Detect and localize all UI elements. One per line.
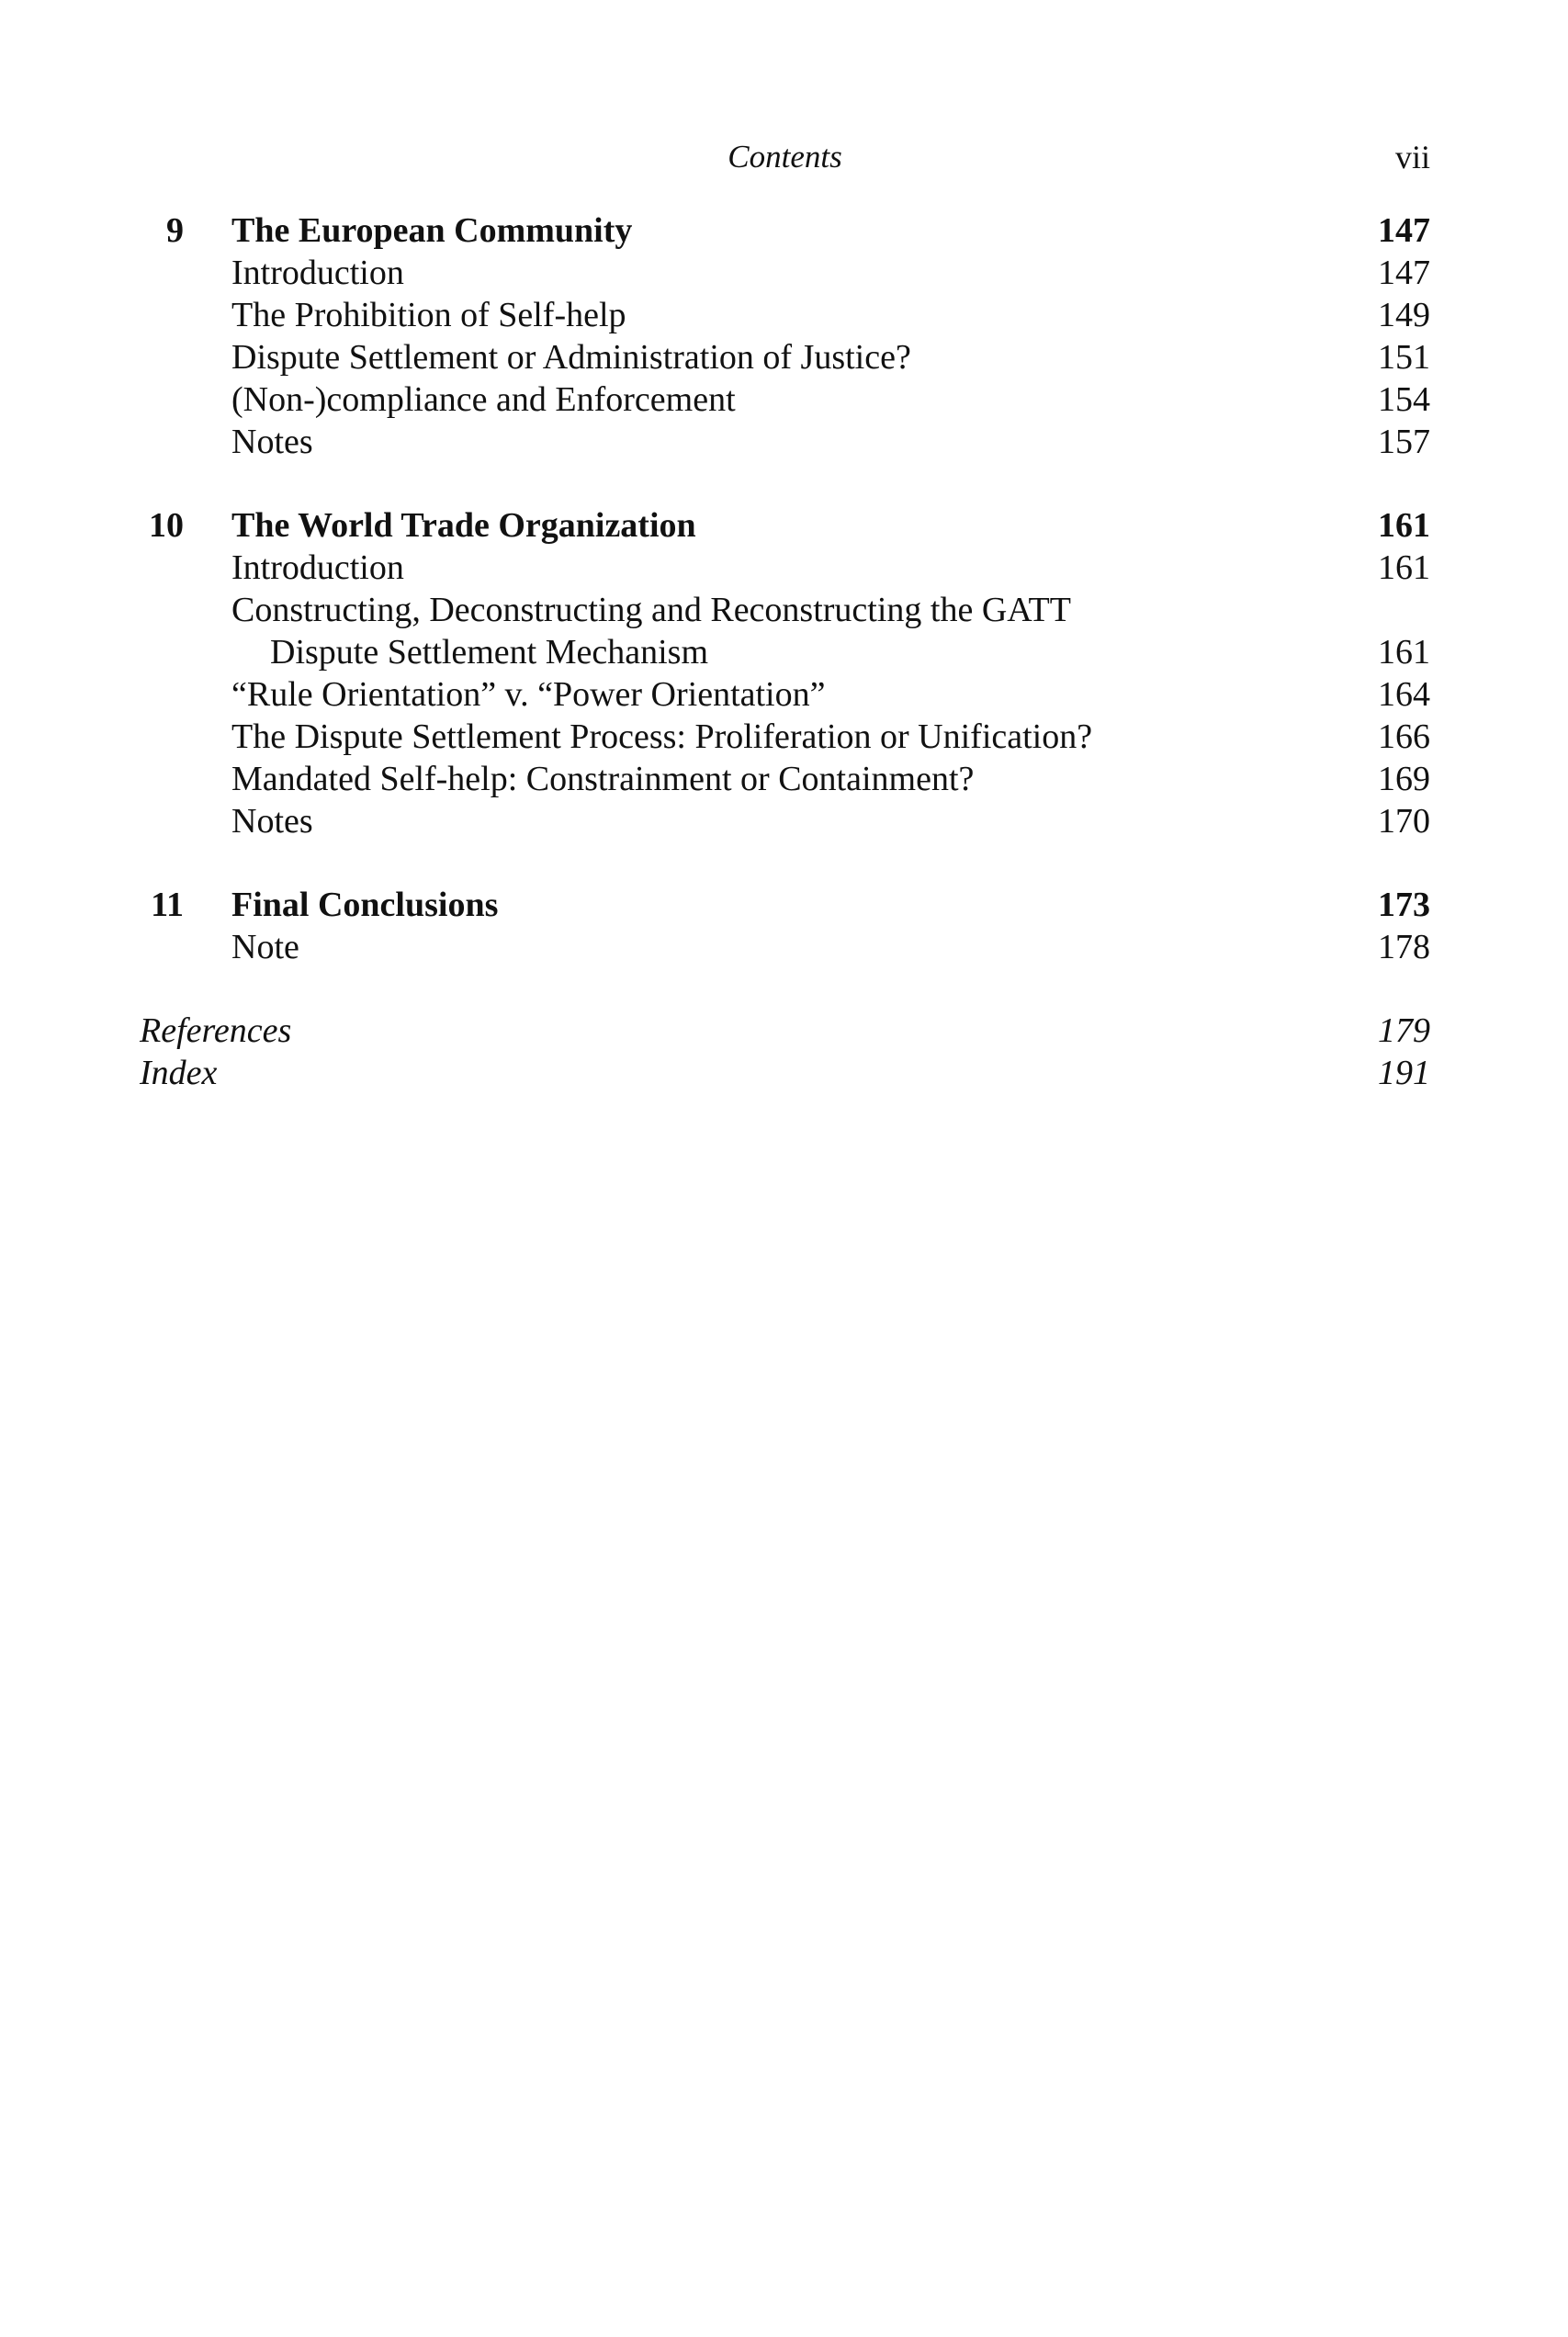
- entry-page: 157: [1378, 423, 1430, 461]
- chapter-9: [140, 209, 1430, 463]
- toc-entry[interactable]: [140, 421, 1430, 463]
- chapter-page: 147: [1378, 211, 1430, 250]
- toc-entry-continuation[interactable]: [140, 631, 1430, 673]
- entry-page: 161: [1378, 633, 1430, 672]
- toc-entry[interactable]: [140, 673, 1430, 716]
- entry-page: 191: [1378, 1054, 1430, 1092]
- toc-entry[interactable]: [140, 294, 1430, 336]
- toc-entry[interactable]: [140, 252, 1430, 294]
- entry-page: 147: [1378, 254, 1430, 292]
- end-matter-entry-index[interactable]: [140, 1052, 1430, 1094]
- chapter-title: The World Trade Organization: [231, 506, 696, 545]
- entry-page: 154: [1378, 380, 1430, 419]
- entry-title: Notes: [231, 802, 313, 841]
- entry-title: Mandated Self-help: Constrainment or Containment?: [231, 760, 975, 798]
- table-of-contents: [140, 209, 1430, 1094]
- chapter-heading[interactable]: [140, 504, 1430, 547]
- entry-title: Notes: [231, 423, 313, 461]
- entry-page: 170: [1378, 802, 1430, 841]
- entry-title: The Prohibition of Self-help: [231, 296, 626, 334]
- entry-page: 164: [1378, 675, 1430, 714]
- toc-entry[interactable]: [140, 800, 1430, 842]
- entry-title: The Dispute Settlement Process: Proliferation or Unification?: [231, 717, 1093, 756]
- entry-title: Introduction: [231, 548, 404, 587]
- entry-page: 161: [1378, 548, 1430, 587]
- chapter-title: The European Community: [231, 211, 633, 250]
- chapter-title: Final Conclusions: [231, 886, 499, 924]
- entry-title: Constructing, Deconstructing and Reconstructing the GATT: [231, 591, 1071, 629]
- toc-entry[interactable]: [140, 926, 1430, 968]
- running-head-title: Contents: [728, 139, 842, 175]
- entry-page: 179: [1378, 1011, 1430, 1050]
- chapter-number: 11: [151, 886, 184, 924]
- toc-entry[interactable]: [140, 716, 1430, 758]
- toc-entry[interactable]: [140, 378, 1430, 421]
- entry-title: Index: [140, 1054, 218, 1092]
- chapter-10: [140, 504, 1430, 842]
- entry-title: References: [140, 1011, 292, 1050]
- entry-title: Dispute Settlement or Administration of Justice?: [231, 338, 911, 377]
- chapter-number: 9: [166, 211, 184, 250]
- toc-entry[interactable]: [140, 547, 1430, 589]
- chapter-heading[interactable]: [140, 884, 1430, 926]
- entry-title: “Rule Orientation” v. “Power Orientation”: [231, 675, 826, 714]
- toc-entry[interactable]: [140, 589, 1430, 631]
- entry-title: (Non-)compliance and Enforcement: [231, 380, 736, 419]
- toc-entry[interactable]: [140, 758, 1430, 800]
- entry-page: 151: [1378, 338, 1430, 377]
- entry-title-continuation: Dispute Settlement Mechanism: [270, 633, 709, 672]
- entry-page: 178: [1378, 928, 1430, 966]
- page-number: vii: [1394, 139, 1430, 175]
- end-matter: [140, 1010, 1430, 1094]
- end-matter-entry-references[interactable]: [140, 1010, 1430, 1052]
- entry-page: 149: [1378, 296, 1430, 334]
- chapter-number: 10: [149, 506, 184, 545]
- entry-title: Note: [231, 928, 299, 966]
- running-head: [140, 134, 1430, 180]
- entry-title: Introduction: [231, 254, 404, 292]
- toc-entry[interactable]: [140, 336, 1430, 378]
- chapter-page: 161: [1378, 506, 1430, 545]
- chapter-11: [140, 884, 1430, 968]
- entry-page: 169: [1378, 760, 1430, 798]
- chapter-page: 173: [1378, 886, 1430, 924]
- entry-page: 166: [1378, 717, 1430, 756]
- chapter-heading[interactable]: [140, 209, 1430, 252]
